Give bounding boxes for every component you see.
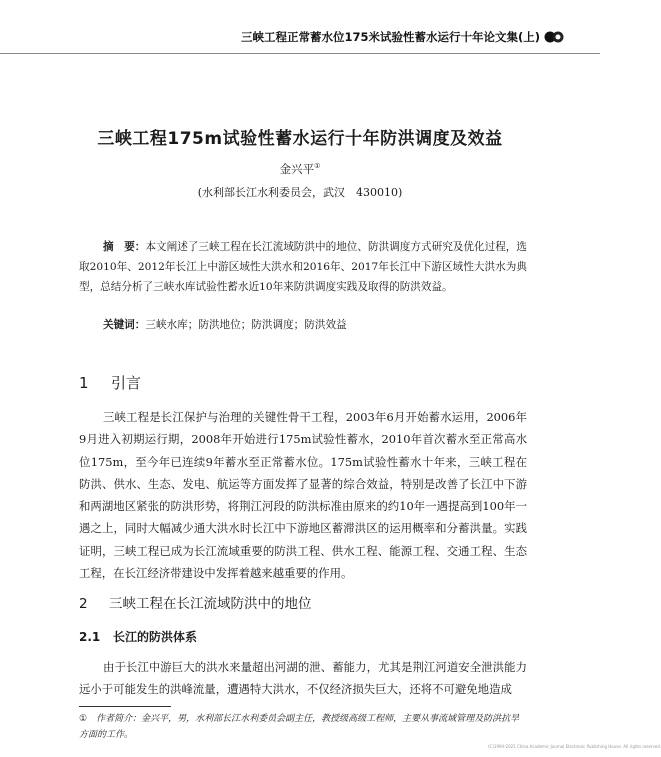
subsection-title: 长江的防洪体系 xyxy=(113,630,198,644)
section-title: 三峡工程在长江流域防洪中的地位 xyxy=(109,596,312,612)
section-heading-1 xyxy=(79,372,141,393)
keywords-label: 关键词： xyxy=(103,319,146,331)
running-title: 三峡工程正常蓄水位175米试验性蓄水运行十年论文集(上) xyxy=(240,30,540,44)
keywords xyxy=(103,317,347,332)
publisher-watermark: (C)1994-2021 China Academic Journal Electronic Publishing House. All rights reserved. xyxy=(488,744,661,749)
paper-title: 三峡工程175m试验性蓄水运行十年防洪调度及效益 xyxy=(97,129,503,149)
publisher-emblem-icon xyxy=(544,29,564,45)
abstract-text: 本文阐述了三峡工程在长江流域防洪中的地位、防洪调度方式研究及优化过程，选取2010年、2012年长江上中游区域性大洪水和2016年、2017年长江中下游区域性大洪水为典型，总结分析了三峡水库试验性蓄水近10年来防洪调度实践及取得的防洪效益。 xyxy=(79,241,528,293)
subsection-number: 2.1 xyxy=(79,630,101,644)
section-1-paragraph: 三峡工程是长江保护与治理的关键性骨干工程，2003年6月开始蓄水运用，2006年9月进入初期运行期，2008年开始进行175m试验性蓄水，2010年首次蓄水至正常高水位175m，至今年已连续9年蓄水至正常蓄水位。175m试验性蓄水十年来，三峡工程在防洪、供水、生态、发电、航运等方面发挥了显著的综合效益，特别是改善了长江中下游和两湖地区紧张的防洪形势，将荆江河段的防洪标准由原来的约10年一遇提高到100年一遇之上，同时大幅减少通大洪水时长江中下游地区蓄滞洪区的运用概率和分蓄洪量。实践证明，三峡工程已成为长江流域重要的防洪工程、供水工程、能源工程、交通工程、生态工程，在长江经济带建设中发挥着越来越重要的作用。 xyxy=(79,410,527,581)
affiliation: (水利部长江水利委员会，武汉 430010) xyxy=(197,186,403,199)
abstract xyxy=(79,237,527,297)
keywords-text: 三峡水库；防洪地位；防洪调度；防洪效益 xyxy=(145,319,347,331)
subsection-heading-2-1 xyxy=(79,628,197,645)
author-name: 金兴平 xyxy=(279,162,315,176)
section-title: 引言 xyxy=(111,374,142,392)
header-divider xyxy=(0,53,600,54)
author-footnote-marker: ① xyxy=(314,162,321,171)
footnote-divider xyxy=(79,706,171,707)
abstract-label: 摘 要： xyxy=(103,241,146,253)
section-heading-2 xyxy=(79,592,312,612)
section-number: 2 xyxy=(79,596,88,612)
section-number: 1 xyxy=(79,374,89,392)
footnote-marker: ① xyxy=(79,714,88,724)
section-2-1-paragraph: 由于长江中游巨大的洪水来量超出河湖的泄、蓄能力，尤其是荆江河道安全泄洪能力远小于可能发生的洪峰流量，遭遇特大洪水，不仅经济损失巨大，还将不可避免地造成 xyxy=(79,660,527,697)
footnote xyxy=(79,711,527,743)
footnote-text: 作者简介：金兴平，男，水利部长江水利委员会副主任，教授级高级工程师，主要从事流域管理及防洪抗旱方面的工作。 xyxy=(79,714,520,740)
author-line xyxy=(0,161,600,177)
